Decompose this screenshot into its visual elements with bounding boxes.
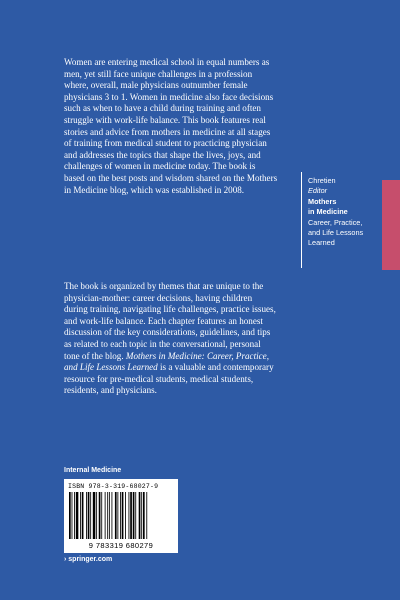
- book-subtitle-line-2: and Life Lessons: [308, 228, 364, 238]
- author-name: Chretien: [308, 176, 336, 185]
- book-title-inline: Mothers in Medicine: Career, Practice, and Life Lessons Learned: [64, 350, 269, 373]
- isbn-number: ISBN 978-3-319-68027-9: [68, 483, 159, 490]
- description-paragraph-2: [64, 281, 278, 397]
- publisher-website: › springer.com: [64, 556, 113, 563]
- editor-label: Editor: [308, 186, 328, 196]
- pink-accent-block: [382, 180, 400, 270]
- book-subtitle-line-3: Learned: [308, 238, 335, 248]
- barcode-icon: [68, 492, 174, 540]
- book-title-line-2: in Medicine: [308, 207, 348, 217]
- sidebar-divider: [301, 172, 302, 268]
- spine-title-block: [308, 176, 378, 249]
- barcode-digits: 9 783319 680279: [88, 541, 154, 550]
- book-subtitle-line-1: Career, Practice,: [308, 217, 363, 227]
- isbn-barcode: [64, 479, 178, 553]
- paragraph-2-text-end: is a valuable and contemporary resource for pre-medical students, medical students, residents, and physicians.: [64, 362, 274, 396]
- paragraph-2-text-start: The book is organized by themes that are unique to the physician-mother: career decisions, having children during training, navigating life challenges, practice issues, and work-life balance. Each chapter features an honest discussion of the key considerations, guidelines, and tips as related to each topic in the conversational, personal tone of the blog.: [64, 281, 276, 361]
- subject-category: Internal Medicine: [64, 467, 122, 474]
- book-title-line-1: Mothers: [308, 196, 337, 206]
- description-paragraph-1: Women are entering medical school in equal numbers as men, yet still face unique challenges in a profession where, overall, male physicians outnumber female physicians 3 to 1. Women in medicine also face decisions such as when to have a child during training and often struggle with work-life balance. This book features real stories and advice from mothers in medicine at all stages of training from medical student to practicing physician and addresses the topics that shape the lives, joys, and challenges of women in medicine today. The book is based on the best posts and wisdom shared on the Mothers in Medicine blog, which was established in 2008.: [64, 57, 278, 195]
